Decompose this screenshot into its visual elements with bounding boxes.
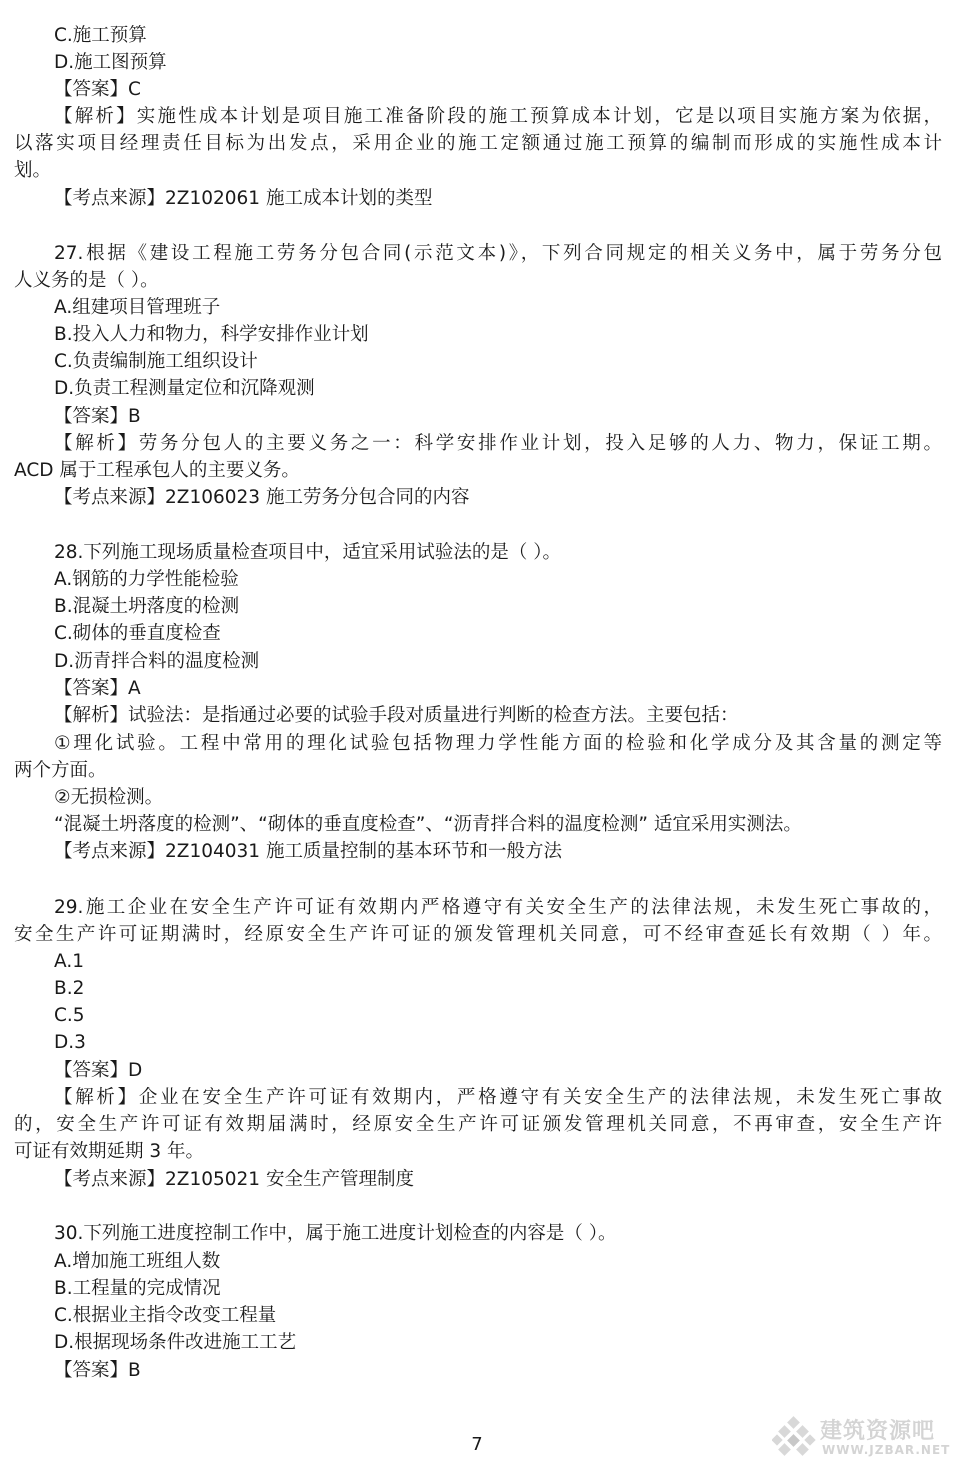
analysis-q26-line-1: 【解析】实施性成本计划是项目施工准备阶段的施工预算成本计划，它是以项目实施方案为依据， — [54, 106, 942, 127]
analysis-q28-line-5: “混凝土坍落度的检测”、“砌体的垂直度检查”、“沥青拌合料的温度检测” 适宜采用实测法。 — [54, 814, 802, 835]
answer-q26: 【答案】C — [54, 79, 141, 100]
question-28: 28.下列施工现场质量检查项目中，适宜采用试验法的是（ ）。 — [54, 542, 562, 563]
answer-q29: 【答案】D — [54, 1060, 143, 1081]
option-b-q29: B.2 — [54, 978, 85, 999]
option-a-q29: A.1 — [54, 951, 84, 972]
analysis-q26-line-3: 划。 — [14, 160, 52, 181]
option-d-q29: D.3 — [54, 1032, 86, 1053]
answer-q27: 【答案】B — [54, 406, 141, 427]
question-29-line-2: 安全生产许可证期满时，经原安全生产许可证的颁发管理机关同意，可不经审查延长有效期（ ）年。 — [14, 924, 942, 945]
analysis-q29-line-2: 的，安全生产许可证有效期届满时，经原安全生产许可证颁发管理机关同意，不再审查，安全生产许 — [14, 1114, 942, 1135]
option-c-q29: C.5 — [54, 1005, 85, 1026]
option-d-q26: D.施工图预算 — [54, 52, 167, 73]
option-d-q28: D.沥青拌合料的温度检测 — [54, 651, 260, 672]
analysis-q29-line-3: 可证有效期延期 3 年。 — [14, 1141, 205, 1162]
analysis-q27-line-1: 【解析】劳务分包人的主要义务之一：科学安排作业计划，投入足够的人力、物力，保证工期。 — [54, 433, 942, 454]
source-q29: 【考点来源】2Z105021 安全生产管理制度 — [54, 1169, 414, 1190]
page-number: 7 — [471, 1434, 483, 1455]
source-q28: 【考点来源】2Z104031 施工质量控制的基本环节和一般方法 — [54, 841, 562, 862]
option-c-q28: C.砌体的垂直度检查 — [54, 623, 221, 644]
option-c-q27: C.负责编制施工组织设计 — [54, 351, 258, 372]
answer-q30: 【答案】B — [54, 1360, 141, 1381]
option-c-q26: C.施工预算 — [54, 25, 147, 46]
option-d-q30: D.根据现场条件改进施工工艺 — [54, 1332, 297, 1353]
source-q27: 【考点来源】2Z106023 施工劳务分包合同的内容 — [54, 487, 470, 508]
analysis-q27-line-2: ACD 属于工程承包人的主要义务。 — [14, 460, 300, 481]
option-d-q27: D.负责工程测量定位和沉降观测 — [54, 378, 315, 399]
analysis-q26-line-2: 以落实项目经理责任目标为出发点，采用企业的施工定额通过施工预算的编制而形成的实施性成本计 — [14, 133, 942, 154]
question-29-line-1: 29.施工企业在安全生产许可证有效期内严格遵守有关安全生产的法律法规，未发生死亡事故的， — [54, 897, 942, 918]
option-a-q27: A.组建项目管理班子 — [54, 297, 221, 318]
watermark-url: WWW.JZBAR.NET — [822, 1443, 951, 1457]
analysis-q28-line-4: ②无损检测。 — [54, 787, 164, 808]
option-a-q28: A.钢筋的力学性能检验 — [54, 569, 239, 590]
option-b-q27: B.投入人力和物力，科学安排作业计划 — [54, 324, 369, 345]
watermark — [772, 1412, 951, 1462]
analysis-q29-line-1: 【解析】企业在安全生产许可证有效期内，严格遵守有关安全生产的法律法规，未发生死亡事故 — [54, 1087, 942, 1108]
diamond-grid-logo-icon — [772, 1416, 816, 1460]
option-b-q30: B.工程量的完成情况 — [54, 1278, 221, 1299]
source-q26: 【考点来源】2Z102061 施工成本计划的类型 — [54, 188, 433, 209]
option-c-q30: C.根据业主指令改变工程量 — [54, 1305, 277, 1326]
analysis-q28-line-1: 【解析】试验法：是指通过必要的试验手段对质量进行判断的检查方法。主要包括： — [54, 705, 739, 726]
question-27-line-2: 人义务的是（ ）。 — [14, 270, 159, 291]
watermark-name: 建筑资源吧 — [820, 1419, 936, 1444]
question-27-line-1: 27.根据《建设工程施工劳务分包合同(示范文本)》，下列合同规定的相关义务中，属于劳务分包 — [54, 243, 942, 264]
option-b-q28: B.混凝土坍落度的检测 — [54, 596, 240, 617]
analysis-q28-line-2: ①理化试验。工程中常用的理化试验包括物理力学性能方面的检验和化学成分及其含量的测定等 — [54, 733, 942, 754]
analysis-q28-line-3: 两个方面。 — [14, 760, 107, 781]
option-a-q30: A.增加施工班组人数 — [54, 1251, 221, 1272]
question-30: 30.下列施工进度控制工作中，属于施工进度计划检查的内容是（ ）。 — [54, 1223, 617, 1244]
answer-q28: 【答案】A — [54, 678, 141, 699]
